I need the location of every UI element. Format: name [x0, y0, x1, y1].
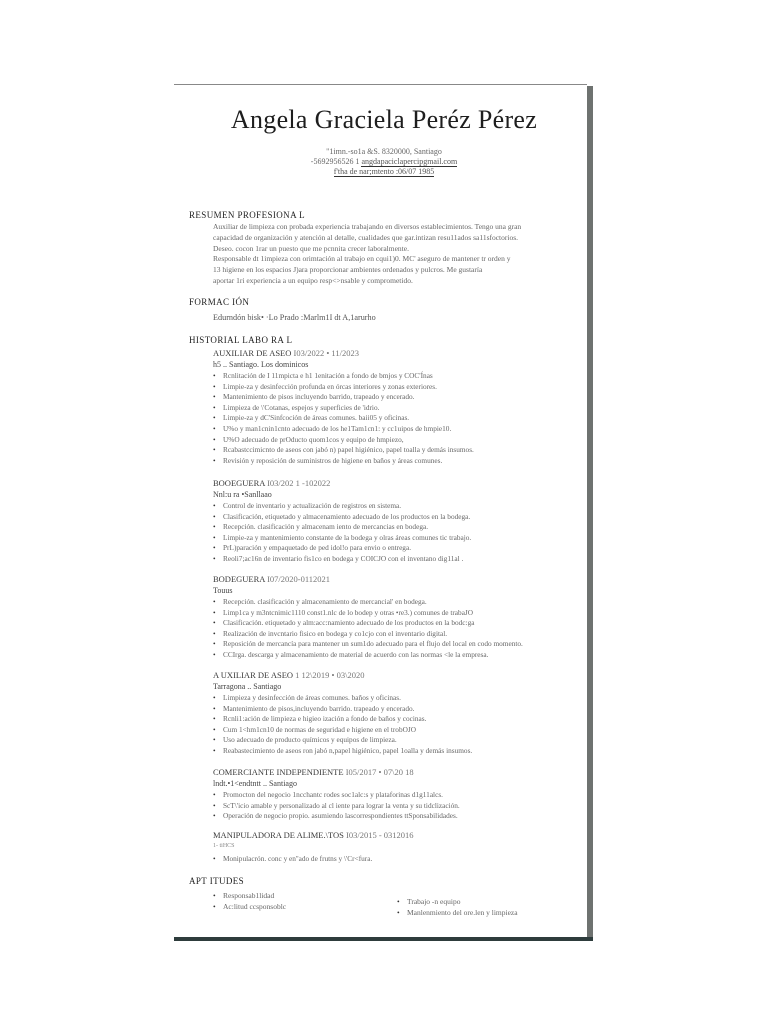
list-item: • Limpieza y desinfección de áreas comunes. baños y oficinas. [213, 693, 573, 704]
job-title: BODEGUERA [213, 574, 265, 584]
contact-phone-email [0, 157, 768, 166]
list-item: • Cum 1<hm1cn10 de normas de seguridad e higiene en el trobOJO [213, 725, 573, 736]
resumen-line: Responsable dt 1impieza con orimtación al trabajo en cqui1)0. MC' aseguro de mantener tr orden y [213, 254, 511, 264]
list-item: • Recepción. clasificación y almacenam iento de mercancias en bodega. [213, 522, 573, 533]
list-item: • Rcabastccimicnto de aseos con jabó n) papel higiénico, papel toalla y demás insumos. [213, 445, 573, 456]
job-title: A UXILIAR DE ASEO [213, 670, 294, 680]
resumen-line: capacidad de organización y atención al detalle, cualidades que gar.intizan resu11ados sa11sfoctorios. [213, 232, 519, 242]
contact-email[interactable]: angdapaciclapercipgmail.com [361, 157, 458, 166]
candidate-name: Angela Graciela Peréz Pérez [230, 105, 538, 134]
aptitudes-left [213, 890, 286, 912]
job-title: AUXILIAR DE ASEO [213, 348, 292, 358]
section-aptitudes: APT ITUDES [189, 876, 245, 886]
list-item: • Rcnli1:ación de limpieza e higieo ización a fondo de baños y cocinas. [213, 714, 573, 725]
list-item: • Revisión y reposición de suministros de higiene en baños y áreas comunes. [213, 456, 573, 467]
job-bullets [213, 501, 573, 565]
resumen-paragraph [213, 222, 563, 287]
list-item: • Uso adecuado de producto químicos y equipos de limpieza. [213, 735, 573, 746]
job-title-line [213, 574, 573, 585]
job-place: h5 .. Santiago. Los dominicos [213, 360, 309, 369]
list-item: • Realización de invcntario fisico en bodega y co1cjo con el inventario digital. [213, 629, 573, 640]
job-place: 1- tiHCS [213, 843, 235, 849]
aptitudes-right [397, 896, 518, 918]
list-item: • CCIrga. descarga y almacenamiento de material de acuerdo con las normas <le la empresa. [213, 650, 573, 661]
job-title: BOOEGUERA [213, 478, 265, 488]
job-title-line [213, 670, 573, 681]
list-item: • Reabastecimiento de aseos ron jabó n,papel higiénico, papel 1oalla y demás insumos. [213, 746, 573, 757]
list-item: • Reoli7;ac16n de inventario fis1co en bodega y COICJO con el inventano dig11al . [213, 554, 573, 565]
resumen-line: aportar 1ri experiencia a un equipo resp<>nsable y comprometido. [213, 275, 413, 285]
list-item: • Operación de negocio propio. asumiendo lascorrespondientes ttSponsabilidades. [213, 811, 573, 822]
job-bullets [213, 597, 573, 661]
job-entry [213, 478, 573, 565]
list-item: • Monipulacrón. conc y en''ado de frutns y \'Cr<fura. [213, 854, 573, 865]
job-dates: I05/2017 • 07\20 18 [345, 767, 414, 777]
list-item: • Ac:litud ccsponsoblc [213, 901, 286, 912]
education-entry: Edurndón bisk• ·Lo Prado :Marlm1I dt A,1arurho [213, 313, 376, 322]
job-bullets [213, 854, 573, 865]
job-dates: I03/2015 - 0312016 [346, 830, 414, 840]
list-item: • U%O adecuado de prOducto quom1cos y equipo de hmpiezo, [213, 435, 573, 446]
list-item: • ScT\'icio amable y personalizado al cl iente para lograr la venta y su tidclización. [213, 801, 573, 812]
job-place: Touus [213, 586, 233, 595]
list-item: • Promocton del negocio 1ncchantc rodes soc1alc:s y plataforinas d1g11alcs. [213, 790, 573, 801]
job-bullets [213, 371, 573, 466]
list-item: • Recepción. clasificación y almacenamiento de mercancial' en bodega. [213, 597, 573, 608]
list-item: • Reposición de mercancía para mantener un sum1do adecuado para el flujo del local en codo momento. [213, 639, 573, 650]
resumen-line: Auxiliar de limpieza con probada experiencia trabajando en diversos establecimientos. Tengo una gran [213, 222, 522, 231]
job-place: Tarragona .. Santiago [213, 682, 282, 691]
list-item: • PrL)paración y empaquetado de ped idol!o para envio o entrega. [213, 543, 573, 554]
job-bullets [213, 790, 573, 822]
list-item: • Limpie-za y mantenimiento constante de la bodega y olras áreas comunes tic trabajo. [213, 533, 573, 544]
job-place: lndt.•1<endtntt .. Santiago [213, 779, 297, 788]
list-item: • U%o y man1cnin1cnto adecuado de los he1Tam1cn1: y cc1uipos de hmpie10. [213, 424, 573, 435]
list-item: • Rcnlitación de I 11mpicta e h1 1enitación a fondo de bmjos y COC'Ínas [213, 371, 573, 382]
list-item: • Responsab1lidad [213, 890, 286, 901]
contact-birth [0, 167, 768, 176]
job-dates: I03/2022 • 11/2023 [293, 348, 359, 358]
birth-date: f'tha de nar;mtento :06/07 1985 [333, 167, 435, 176]
list-item: • Clasificación, etiquetado y almacenamiento adecuado de los productos en la bodega. [213, 512, 573, 523]
page-shadow-bottom [174, 937, 593, 941]
list-item: • Clasificación. etiquetado y alm:acc:namiento adecuado de los productos en la bodc:ga [213, 618, 573, 629]
list-item: • Control de inventario y actualización de registros en sistema. [213, 501, 573, 512]
job-entry [213, 670, 573, 757]
job-bullets [213, 693, 573, 757]
job-entry [213, 348, 573, 466]
list-item: • Limpie-za y dC'Sinfcoción de áreas comunes. baii05 y oficinas. [213, 413, 573, 424]
job-title-line [213, 830, 573, 841]
page-shadow-right [587, 86, 593, 941]
list-item: • Mantenimiento de pisos,incluyendo barrido. trapeado y encerado. [213, 704, 573, 715]
contact-address: "1imn.-so1a &S. 8320000, Santiago [326, 147, 442, 156]
list-item: • Manlenmiento del ore.len y limpieza [397, 907, 518, 918]
job-dates: I03/202 1 -102022 [267, 478, 331, 488]
list-item: • Mantenimiento de pisos incluyendo barrido, trapeado y encerado. [213, 392, 573, 403]
job-entry [213, 767, 573, 822]
section-historial: HISTORIAL LABO RA L [189, 335, 293, 345]
list-item: • Trabajo -n equipo [397, 896, 518, 907]
section-resumen: RESUMEN PROFESIONA L [189, 210, 306, 220]
job-place: Nnl:u ra •Sanllaao [213, 490, 272, 499]
job-title: COMERCIANTE INDEPENDIENTE [213, 767, 344, 777]
job-entry [213, 830, 573, 865]
list-item: • Limp1ca y m3ntcnimic1110 const1.nlc de lo bodep y otras •re3.) comunes de trabaJO [213, 608, 573, 619]
job-entry [213, 574, 573, 661]
section-formacion: FORMAC IÓN [189, 297, 250, 307]
job-dates: I07/2020-0112021 [267, 574, 331, 584]
job-title-line [213, 478, 573, 489]
contact-phone: -5692956526 1 [310, 157, 360, 166]
list-item: • Limpieza de \'Cotanas, espejos y superficies de 'idrio. [213, 403, 573, 414]
job-title: MANIPULADORA DE ALIME.\TOS [213, 830, 344, 840]
job-title-line [213, 767, 573, 778]
list-item: • Limpie-za y desinfección profunda en órcas interiores y zonas exteriores. [213, 382, 573, 393]
job-title-line [213, 348, 573, 359]
job-dates: 1 12\2019 • 03\2020 [295, 670, 365, 680]
resumen-line: Deseo. cocon 1rar un puesto que me pcnnita crecer laboralmente. [213, 243, 409, 253]
resumen-line: 13 higiene en los espacios J)ara proporcionar ambientes ordenados y pulcros. Me gustaría [213, 265, 483, 275]
